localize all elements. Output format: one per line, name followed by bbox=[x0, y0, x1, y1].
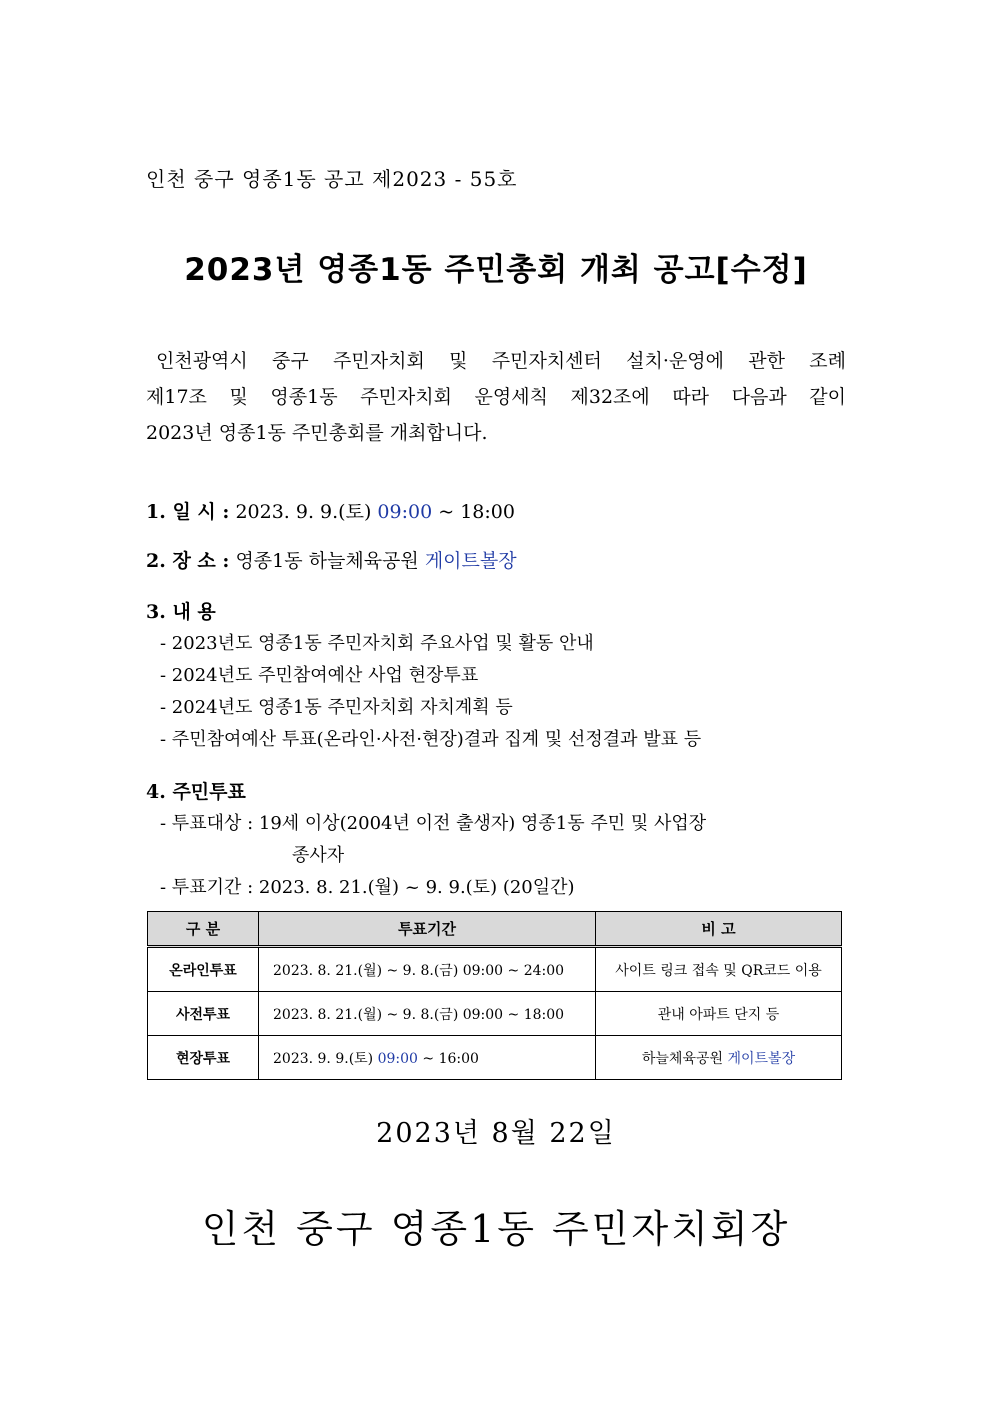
table-row bbox=[148, 1036, 842, 1080]
notice-date: 2023년 8월 22일 bbox=[376, 1118, 616, 1149]
content-item bbox=[146, 597, 216, 624]
vote-note-place: 하늘체육공원 bbox=[641, 1050, 724, 1067]
datetime-date: 2023. 9. 9.(토) bbox=[235, 501, 372, 523]
datetime-label: 1. 일 시 : bbox=[146, 501, 230, 523]
intro-line-1: 인천광역시 중구 주민자치회 및 주민자치센터 설치·운영에 관한 조례 bbox=[156, 350, 846, 372]
table-row bbox=[148, 947, 842, 992]
place-venue-detail: 게이트볼장 bbox=[424, 550, 517, 572]
signer-name: 인천 중구 영종1동 주민자치회장 bbox=[201, 1207, 791, 1251]
vote-note bbox=[596, 1036, 842, 1080]
intro-paragraph bbox=[146, 343, 846, 451]
vote-period: 2023. 8. 21.(월) ~ 9. 8.(금) 09:00 ~ 18:00 bbox=[259, 992, 596, 1036]
place-venue: 영종1동 하늘체육공원 bbox=[235, 550, 419, 572]
vote-period-line: - 투표기간 : 2023. 8. 21.(월) ~ 9. 9.(토) (20일간) bbox=[160, 877, 575, 898]
content-line: - 2024년도 주민참여예산 사업 현장투표 bbox=[160, 665, 479, 686]
vote-item bbox=[146, 777, 246, 804]
vote-period-end: ~ 16:00 bbox=[422, 1050, 479, 1067]
content-label: 3. 내 용 bbox=[146, 601, 216, 623]
datetime-end: ~ 18:00 bbox=[438, 501, 515, 523]
vote-category: 사전투표 bbox=[148, 992, 259, 1036]
vote-period-start: 09:00 bbox=[377, 1050, 418, 1067]
place-item bbox=[146, 546, 517, 573]
vote-period: 2023. 8. 21.(월) ~ 9. 8.(금) 09:00 ~ 24:00 bbox=[259, 947, 596, 992]
vote-label: 4. 주민투표 bbox=[146, 781, 246, 803]
vote-schedule-table bbox=[147, 911, 842, 1080]
vote-target-line-continued: 종사자 bbox=[292, 845, 345, 866]
vote-target-line: - 투표대상 : 19세 이상(2004년 이전 출생자) 영종1동 주민 및 사업장 bbox=[160, 813, 707, 834]
table-header: 구 분 bbox=[148, 912, 259, 947]
place-label: 2. 장 소 : bbox=[146, 550, 230, 572]
table-row bbox=[148, 992, 842, 1036]
table-header-row bbox=[148, 912, 842, 947]
intro-line-3: 2023년 영종1동 주민총회를 개최합니다. bbox=[146, 422, 488, 444]
content-line: - 주민참여예산 투표(온라인·사전·현장)결과 집계 및 선정결과 발표 등 bbox=[160, 729, 702, 750]
vote-category: 온라인투표 bbox=[148, 947, 259, 992]
notice-number: 인천 중구 영종1동 공고 제2023 - 55호 bbox=[146, 167, 518, 191]
intro-line-2: 제17조 및 영종1동 주민자치회 운영세칙 제32조에 따라 다음과 같이 bbox=[146, 386, 846, 408]
datetime-start: 09:00 bbox=[377, 501, 433, 523]
content-line: - 2023년도 영종1동 주민자치회 주요사업 및 활동 안내 bbox=[160, 633, 594, 654]
table-header: 투표기간 bbox=[259, 912, 596, 947]
vote-note: 사이트 링크 접속 및 QR코드 이용 bbox=[596, 947, 842, 992]
datetime-item bbox=[146, 497, 515, 524]
vote-note-place-detail: 게이트볼장 bbox=[727, 1050, 796, 1067]
vote-category: 현장투표 bbox=[148, 1036, 259, 1080]
vote-period-date: 2023. 9. 9.(토) bbox=[273, 1050, 374, 1067]
page-title: 2023년 영종1동 주민총회 개최 공고[수정] bbox=[184, 252, 808, 288]
vote-note: 관내 아파트 단지 등 bbox=[596, 992, 842, 1036]
content-line: - 2024년도 영종1동 주민자치회 자치계획 등 bbox=[160, 697, 513, 718]
vote-period bbox=[259, 1036, 596, 1080]
table-header: 비 고 bbox=[596, 912, 842, 947]
